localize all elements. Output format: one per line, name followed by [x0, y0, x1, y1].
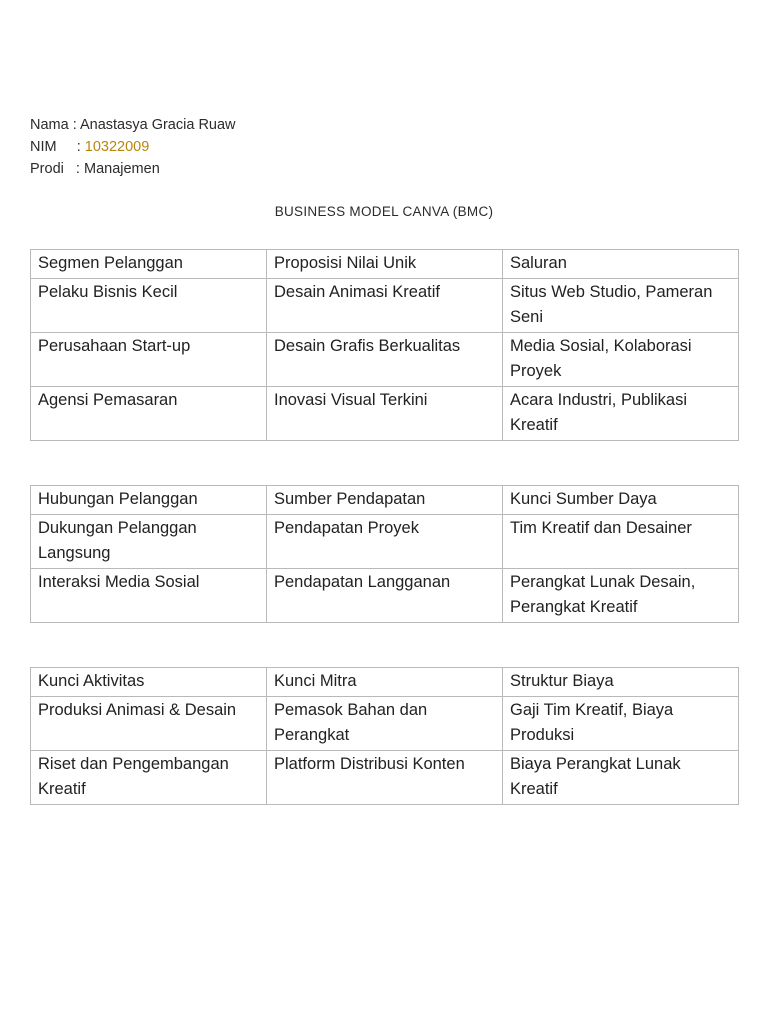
- table-cell: Perangkat Lunak Desain, Perangkat Kreatif: [503, 568, 739, 622]
- table-cell: Situs Web Studio, Pameran Seni: [503, 278, 739, 332]
- table-header-row: [31, 250, 739, 279]
- nim-label: NIM :: [30, 139, 85, 155]
- table-cell: Dukungan Pelanggan Langsung: [31, 514, 267, 568]
- table-header-cell: Struktur Biaya: [503, 668, 739, 697]
- table-cell: Desain Animasi Kreatif: [267, 278, 503, 332]
- table-row: [31, 332, 739, 386]
- table-header-row: [31, 668, 739, 697]
- nama-value: Anastasya Gracia Ruaw: [79, 117, 236, 133]
- nama-row: [30, 114, 236, 136]
- table-cell: Pemasok Bahan dan Perangkat: [267, 696, 503, 750]
- document-title: BUSINESS MODEL CANVA (BMC): [274, 204, 494, 219]
- table-header-row: [31, 486, 739, 515]
- table-cell: Acara Industri, Publikasi Kreatif: [503, 386, 739, 440]
- prodi-row: [30, 158, 236, 180]
- table-cell: Interaksi Media Sosial: [31, 568, 267, 622]
- table-row: [31, 696, 739, 750]
- table-header-cell: Saluran: [503, 250, 739, 279]
- table-header-cell: Kunci Aktivitas: [31, 668, 267, 697]
- prodi-label: Prodi :: [30, 161, 84, 177]
- table-row: [31, 278, 739, 332]
- table-cell: Inovasi Visual Terkini: [267, 386, 503, 440]
- table-row: [31, 514, 739, 568]
- table-cell: Produksi Animasi & Desain: [31, 696, 267, 750]
- table-row: [31, 568, 739, 622]
- table-cell: Gaji Tim Kreatif, Biaya Produksi: [503, 696, 739, 750]
- nama-label: Nama :: [30, 117, 80, 133]
- table-header-cell: Kunci Sumber Daya: [503, 486, 739, 515]
- table-cell: Pelaku Bisnis Kecil: [31, 278, 267, 332]
- nim-value: 10322009: [84, 139, 150, 155]
- table-cell: Tim Kreatif dan Desainer: [503, 514, 739, 568]
- prodi-value: Manajemen: [84, 161, 160, 177]
- table-row: [31, 386, 739, 440]
- table-cell: Agensi Pemasaran: [31, 386, 267, 440]
- table-cell: Perusahaan Start-up: [31, 332, 267, 386]
- table-header-cell: Hubungan Pelanggan: [31, 486, 267, 515]
- bmc-table-2: [30, 485, 739, 623]
- table-cell: Biaya Perangkat Lunak Kreatif: [503, 750, 739, 804]
- nim-row: [30, 136, 236, 158]
- bmc-table-1: [30, 249, 739, 441]
- table-cell: Platform Distribusi Konten: [267, 750, 503, 804]
- table-cell: Riset dan Pengembangan Kreatif: [31, 750, 267, 804]
- table-cell: Media Sosial, Kolaborasi Proyek: [503, 332, 739, 386]
- table-header-cell: Sumber Pendapatan: [267, 486, 503, 515]
- student-info: [30, 114, 236, 180]
- table-cell: Desain Grafis Berkualitas: [267, 332, 503, 386]
- table-cell: Pendapatan Langganan: [267, 568, 503, 622]
- table-header-cell: Kunci Mitra: [267, 668, 503, 697]
- table-row: [31, 750, 739, 804]
- bmc-table-3: [30, 667, 739, 805]
- table-header-cell: Proposisi Nilai Unik: [267, 250, 503, 279]
- table-cell: Pendapatan Proyek: [267, 514, 503, 568]
- table-header-cell: Segmen Pelanggan: [31, 250, 267, 279]
